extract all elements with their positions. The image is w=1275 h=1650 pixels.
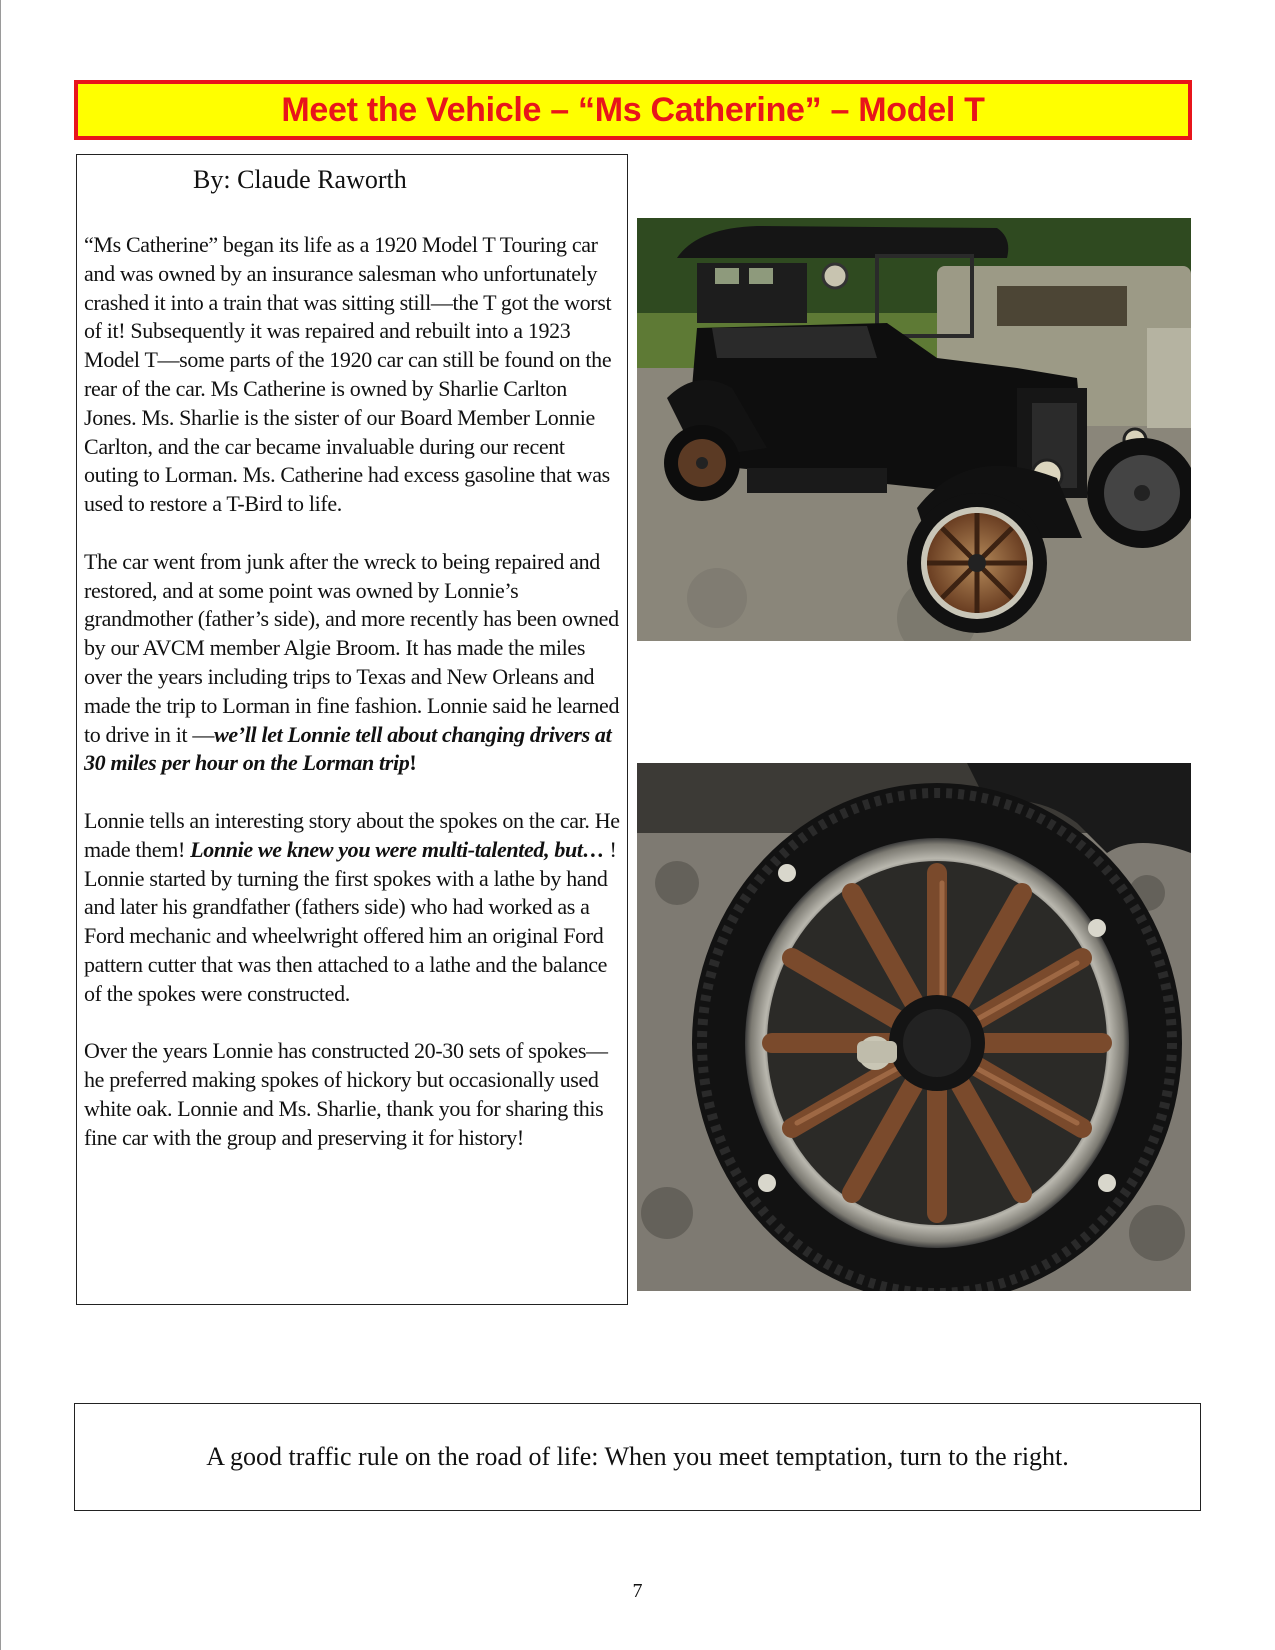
paragraph-2-text: The car went from junk after the wreck to being repaired and restored, and at some point was owned by Lonnie’s grandmother (father’s side), and more recently has been owned by our AVCM member Algie Broom. It has made the miles over the years including trips to Texas and New Orleans and made the trip to Lorman in fine fashion. Lonnie said he learned to drive in it —	[84, 548, 620, 747]
quote-box	[74, 1403, 1201, 1511]
paragraph-1: “Ms Catherine” began its life as a 1920 Model T Touring car and was owned by an insurance salesman who unfortunately crashed it into a train that was sitting still—the T got the worst of it! Subsequently it was repaired and rebuilt into a 1923 Model T—some parts of the 1920 car can still be found on the rear of the car. Ms Catherine is owned by Sharlie Carlton Jones. Ms. Sharlie is the sister of our Board Member Lonnie Carlton, and the car became invaluable during our recent outing to Lorman. Ms. Catherine had excess gasoline that was used to restore a T-Bird to life.	[84, 232, 612, 517]
article-body	[84, 231, 620, 1181]
page-title: Meet the Vehicle – “Ms Catherine” – Model T	[281, 90, 985, 129]
paragraph-2-end: !	[409, 750, 417, 776]
paragraph-3-end: ! Lonnie started by turning the first spokes with a lathe by hand and later his grandfather (fathers side) who had worked as a Ford mechanic and wheelwright offered him an original Ford pattern cutter that was then attached to a lathe and the balance of the spokes were constructed.	[84, 836, 617, 1006]
byline: By: Claude Raworth	[193, 165, 407, 194]
model-t-car-photo	[637, 218, 1191, 641]
article-box	[76, 154, 628, 1305]
paragraph-3	[84, 807, 620, 1009]
paragraph-3-emphasis: Lonnie we knew you were multi-talented, but…	[190, 836, 605, 862]
page-edge-line	[0, 0, 1, 1650]
paragraph-2	[84, 548, 620, 778]
paragraph-4: Over the years Lonnie has constructed 20-30 sets of spokes—he preferred making spokes of hickory but occasionally used white oak. Lonnie and Ms. Sharlie, thank you for sharing this fine car with the group and preserving it for history!	[84, 1038, 608, 1150]
page-number: 7	[632, 1580, 643, 1602]
wooden-spoke-wheel-photo	[637, 763, 1191, 1291]
paragraph-3-text: Lonnie tells an interesting story about the spokes on the car. He made them!	[84, 807, 620, 862]
quote-text: A good traffic rule on the road of life: When you meet temptation, turn to the right.	[206, 1442, 1069, 1471]
title-banner	[74, 80, 1192, 140]
paragraph-2-emphasis: we’ll let Lonnie tell about changing drivers at 30 miles per hour on the Lorman trip	[84, 721, 612, 776]
